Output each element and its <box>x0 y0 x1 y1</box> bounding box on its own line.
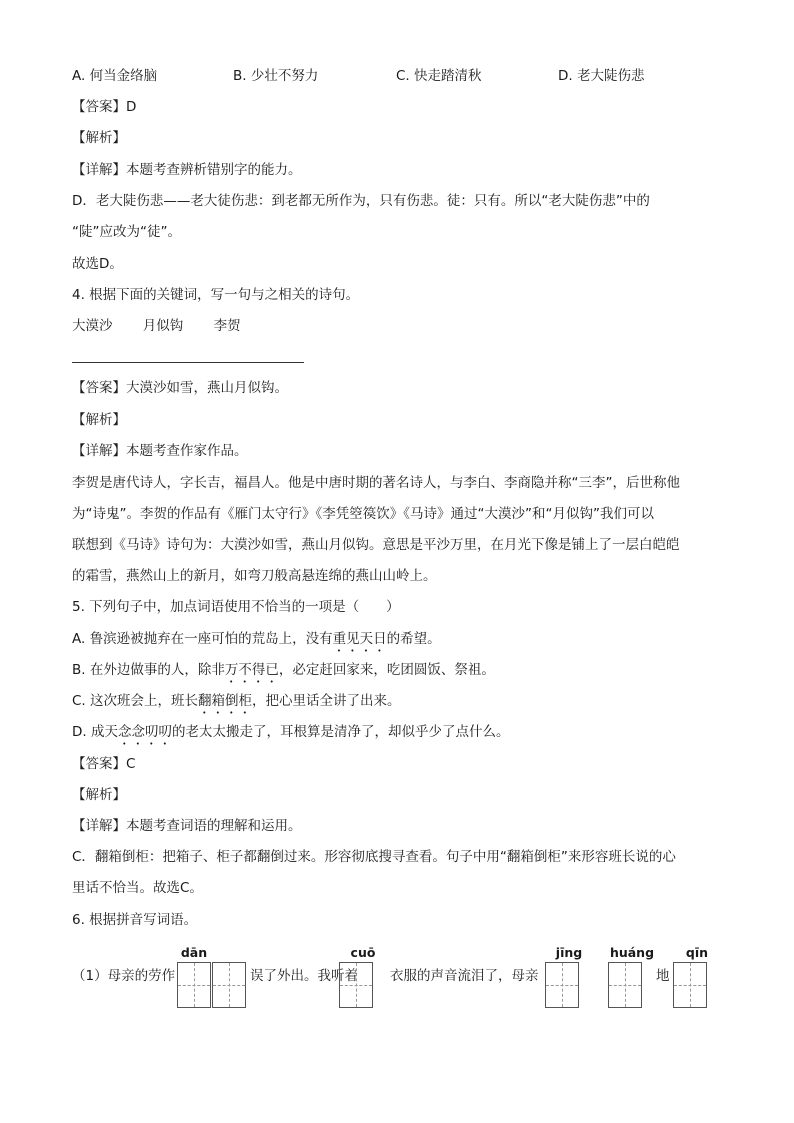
q5-option-b <box>72 661 495 686</box>
q5-explain-line1: C．翻箱倒柜：把箱子、柜子都翻倒过来。形容彻底搜寻查看。句子中用“翻箱倒柜”来形容班长说的心 <box>72 849 676 865</box>
char-writing-box[interactable] <box>673 962 707 1008</box>
dotted-word: 重见天日 <box>332 631 387 647</box>
option-b: B. 少壮不努力 <box>233 68 319 84</box>
q4-keywords <box>72 317 267 335</box>
fill-text: （1）母亲的劳作 <box>72 968 176 984</box>
keyword: 大漠沙 <box>72 318 113 334</box>
fill-text: 衣服的声音流泪了，母亲 <box>390 968 539 984</box>
char-writing-box[interactable] <box>177 962 211 1008</box>
q4-explain-line4: 的霜雪，燕然山上的新月，如弯刀般高悬连绵的燕山山岭上。 <box>72 568 437 584</box>
q4-explain-line3: 联想到《马诗》诗句为：大漠沙如雪，燕山月似钩。意思是平沙万里，在月光下像是铺上了一层白皑皑 <box>72 537 680 553</box>
option-text: 的希望。 <box>386 631 441 647</box>
q5-option-a <box>72 630 441 655</box>
q3-analysis-label: 【解析】 <box>72 130 126 146</box>
char-writing-box[interactable] <box>339 962 373 1008</box>
q4-detail: 【详解】本题考查作家作品。 <box>72 443 248 459</box>
q4-stem: 4. 根据下面的关键词，写一句与之相关的诗句。 <box>72 287 360 303</box>
pinyin-label: jīng <box>555 945 583 960</box>
dotted-word: 万不得已 <box>224 662 279 678</box>
q5-explain-line2: 里话不恰当。故选C。 <box>72 880 203 896</box>
keyword: 李贺 <box>213 318 241 334</box>
option-text: 的老太太搬走了，耳根算是清净了，却似乎少了点什么。 <box>171 724 510 740</box>
option-text: ，必定赶回家来，吃团圆饭、祭祖。 <box>278 662 495 678</box>
char-writing-box[interactable] <box>608 962 642 1008</box>
q5-stem: 5. 下列句子中，加点词语使用不恰当的一项是（ ） <box>72 599 400 615</box>
q3-detail: 【详解】本题考查辨析错别字的能力。 <box>72 162 302 178</box>
char-writing-box[interactable] <box>545 962 579 1008</box>
q3-explain-line1: D．老大陡伤悲——老大徒伤悲：到老都无所作为，只有伤悲。徒：只有。所以“老大陡伤悲”中的 <box>72 193 650 209</box>
q6-stem: 6. 根据拼音写词语。 <box>72 912 198 928</box>
option-c: C. 快走踏清秋 <box>396 68 482 84</box>
q5-option-c <box>72 692 401 717</box>
option-text: B. 在外边做事的人，除非 <box>72 662 225 678</box>
q5-analysis-label: 【解析】 <box>72 787 126 803</box>
option-d: D. 老大陡伤悲 <box>558 68 645 84</box>
q4-explain-line1: 李贺是唐代诗人，字长吉，福昌人。他是中唐时期的著名诗人，与李白、李商隐并称“三李”，后世称他 <box>72 475 680 491</box>
fill-text: 误了外出。我听着 <box>250 968 358 984</box>
q4-answer: 【答案】大漠沙如雪，燕山月似钩。 <box>72 380 288 396</box>
option-text: D. 成天 <box>72 724 118 740</box>
keyword: 月似钩 <box>142 318 184 334</box>
q5-detail: 【详解】本题考查词语的理解和运用。 <box>72 818 302 834</box>
dotted-word: 念念叨叨 <box>117 724 172 740</box>
dotted-word: 翻箱倒柜 <box>198 693 253 709</box>
option-text: A. 鲁滨逊被抛弃在一座可怕的荒岛上，没有 <box>72 631 333 647</box>
pinyin-label: huáng <box>609 945 655 960</box>
q3-explain-line2: “陡”应改为“徒”。 <box>72 224 181 240</box>
q5-option-d <box>72 723 509 748</box>
q5-answer: 【答案】C <box>72 756 136 772</box>
option-a: A. 何当金络脑 <box>72 68 158 84</box>
pinyin-label: qīn <box>685 945 709 960</box>
q3-answer: 【答案】D <box>72 99 137 115</box>
pinyin-label: dān <box>180 945 208 960</box>
pinyin-label: cuō <box>350 945 376 960</box>
q4-analysis-label: 【解析】 <box>72 412 126 428</box>
option-text: ，把心里话全讲了出来。 <box>252 693 401 709</box>
fill-text: 地 <box>656 968 670 984</box>
char-writing-box[interactable] <box>212 962 246 1008</box>
option-text: C. 这次班会上，班长 <box>72 693 199 709</box>
q4-explain-line2: 为“诗鬼”。李贺的作品有《雁门太守行》《李凭箜篌饮》《马诗》通过“大漠沙”和“月似钩”我们可以 <box>72 506 654 522</box>
q3-choose: 故选D。 <box>72 256 123 272</box>
answer-blank-line <box>72 362 304 363</box>
